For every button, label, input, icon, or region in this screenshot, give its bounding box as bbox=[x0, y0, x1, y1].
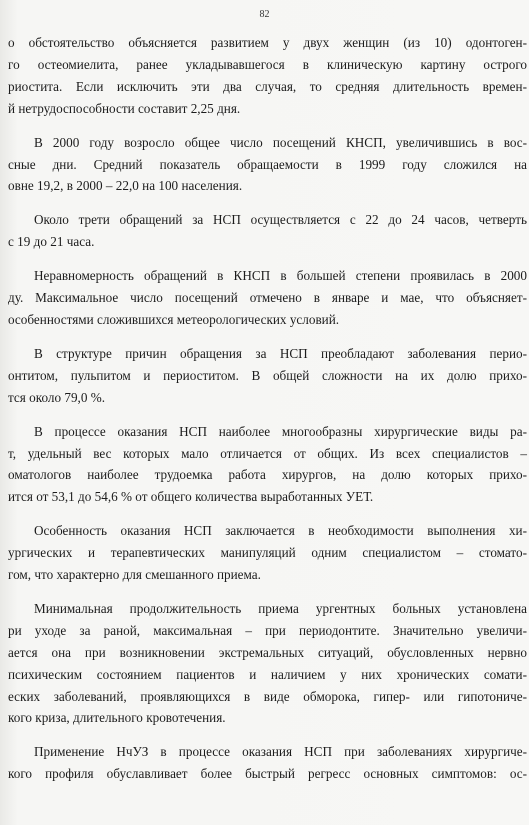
text-line: овне 19,2, в 2000 – 22,0 на 100 населения. bbox=[8, 178, 243, 194]
paragraph bbox=[0, 741, 529, 785]
text-line: Применение НчУЗ в процессе оказания НСП при заболеваниях хирургиче- bbox=[34, 744, 527, 760]
text-line: особенностями сложившихся метеорологических условий. bbox=[8, 311, 340, 327]
text-line: о обстоятельство объясняется развитием у двух женщин (из 10) одонтоген- bbox=[8, 35, 527, 50]
text-line: Около трети обращений за НСП осуществляется с 22 до 24 часов, четверть bbox=[34, 212, 527, 228]
paragraph bbox=[0, 598, 529, 729]
text-line: онтитом, пульпитом и периоститом. В общей сложности на их долю прихо- bbox=[8, 367, 527, 383]
text-line: В структуре причин обращения за НСП преобладают заболевания перио- bbox=[34, 345, 527, 361]
paragraph bbox=[0, 520, 529, 586]
page-number: 82 bbox=[259, 9, 270, 20]
text-line: ургических и терапевтических манипуляций одним специалистом – стомато- bbox=[8, 545, 527, 561]
body-text bbox=[0, 32, 529, 797]
text-line: Особенность оказания НСП заключается в необходимости выполнения хи- bbox=[34, 523, 527, 539]
text-line: с 19 до 21 часа. bbox=[8, 234, 95, 250]
paragraph bbox=[0, 209, 529, 253]
text-line: сные дни. Средний показатель обращаемости в 1999 году сложился на bbox=[8, 156, 527, 172]
text-line: психическим состоянием пациентов и наличием у них хронических сомати- bbox=[8, 666, 527, 682]
text-line: тся около 79,0 %. bbox=[8, 389, 106, 405]
text-line: кого профиля обуславливает более быстрый регресс основных симптомов: ос- bbox=[8, 766, 527, 782]
text-line: Неравномерность обращений в КНСП в большей степени проявилась в 2000 bbox=[34, 268, 527, 284]
text-line: гом, что характерно для смешанного приема. bbox=[8, 567, 261, 583]
paragraph bbox=[0, 32, 529, 120]
text-line: ду. Максимальное число посещений отмечено в январе и мае, что объясняет- bbox=[8, 290, 527, 306]
text-line: ится от 53,1 до 54,6 % от общего количества выработанных УЕТ. bbox=[8, 489, 374, 505]
text-line: го остеомиелита, ранее укладывавшегося в клиническую картину острого bbox=[8, 56, 527, 72]
text-line: й нетрудоспособности составит 2,25 дня. bbox=[8, 100, 241, 116]
paragraph bbox=[0, 421, 529, 509]
text-line: ается она при возникновении экстремальных ситуаций, обусловленных нервно bbox=[8, 644, 527, 660]
paragraph bbox=[0, 132, 529, 198]
text-line: В 2000 году возросло общее число посещений КНСП, увеличившись в вос- bbox=[34, 134, 527, 150]
text-line: риостита. Если исключить эти два случая, то средняя длительность времен- bbox=[8, 78, 527, 94]
text-line: еских заболеваний, проявляющихся в виде обморока, гипер- или гипотониче- bbox=[8, 688, 527, 704]
text-line: кого криза, длительного кровотечения. bbox=[8, 710, 226, 726]
text-line: ри уходе за раной, максимальная – при периодонтите. Значительно увеличи- bbox=[8, 622, 527, 638]
text-line: т, удельный вес которых мало отличается от общих. Из всех специалистов – bbox=[8, 445, 527, 461]
text-line: Минимальная продолжительность приема ургентных больных установлена bbox=[34, 600, 527, 616]
paragraph bbox=[0, 343, 529, 409]
text-line: В процессе оказания НСП наиболее многообразны хирургические виды ра- bbox=[34, 423, 527, 439]
text-line: оматологов наиболее трудоемка работа хирургов, на долю которых прихо- bbox=[8, 467, 527, 483]
paragraph bbox=[0, 265, 529, 331]
